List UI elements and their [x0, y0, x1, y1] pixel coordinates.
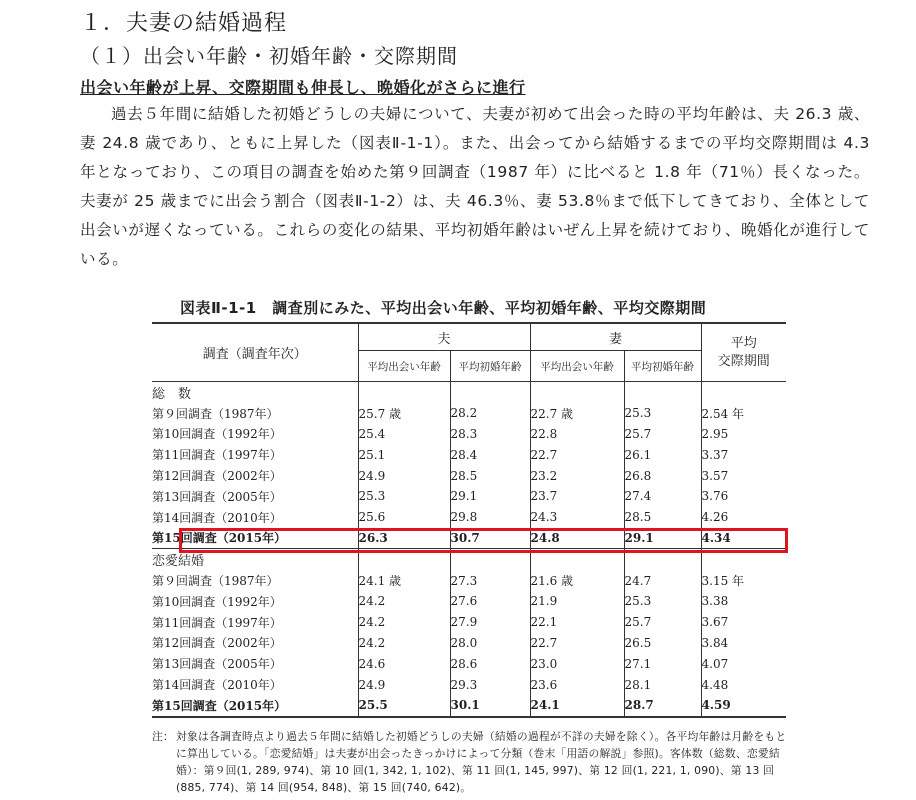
table-row: [152, 695, 786, 717]
husband-marry-cell: 29.3: [450, 674, 530, 695]
table-row: [152, 591, 786, 612]
column-header-wife: 妻: [530, 323, 701, 351]
period-cell: 3.67: [701, 615, 729, 630]
period-cell: 4.59: [701, 695, 786, 717]
period-cell: 3.37: [701, 447, 729, 462]
wife-meet-cell: 22.1: [530, 612, 624, 633]
subsection-heading: （１）出会い年齢・初婚年齢・交際期間: [80, 44, 458, 68]
husband-meet-cell: 26.3: [358, 528, 450, 549]
wife-marry-cell: 26.5: [624, 633, 701, 654]
row-label: 第15回調査（2015年）: [152, 528, 358, 549]
section-row: [152, 549, 786, 570]
column-header-husband: 夫: [358, 323, 530, 351]
period-cell: 4.26: [701, 510, 729, 525]
wife-marry-cell: 27.4: [624, 486, 701, 507]
husband-meet-cell: 24.9: [358, 465, 450, 486]
data-table: [152, 322, 786, 718]
period-header-line: 平均: [730, 335, 757, 351]
husband-marry-cell: 30.7: [450, 528, 530, 549]
husband-marry-cell: 28.3: [450, 424, 530, 445]
wife-marry-cell: 26.1: [624, 444, 701, 465]
husband-meet-cell: 24.2: [358, 633, 450, 654]
wife-marry-cell: 26.8: [624, 465, 701, 486]
husband-marry-cell: 28.4: [450, 444, 530, 465]
body-paragraph: 過去５年間に結婚した初婚どうしの夫婦について、夫妻が初めて出会った時の平均年齢は、夫 26.3 歳、妻 24.8 歳であり、ともに上昇した（図表Ⅱ-1-1）。また、出会ってから結婚するまでの平均交際期間は 4.3 年となっており、この項目の調査を始めた第９回調査（1987 年）に比べると 1.8 年（71％）長くなった。夫妻が 25 歳までに出会う割合（図表Ⅱ-1-2）は、夫 46.3％、妻 53.8％まで低下してきており、全体として出会いが遅くなっている。これらの変化の結果、平均初婚年齢はいぜん上昇を続けており、晩婚化が進行している。: [80, 105, 870, 268]
section-row: [152, 382, 786, 403]
period-cell: 4.07: [701, 656, 729, 671]
husband-marry-cell: 28.6: [450, 653, 530, 674]
table-body: [152, 382, 786, 717]
empty-cell: [450, 549, 530, 570]
wife-meet-cell: 24.1: [530, 695, 624, 717]
period-header-line: 交際期間: [717, 353, 770, 369]
husband-marry-cell: 28.5: [450, 465, 530, 486]
summary-heading: 出会い年齢が上昇、交際期間も伸長し、晩婚化がさらに進行: [80, 78, 526, 97]
table-row: [152, 570, 786, 591]
table-row: [152, 507, 786, 528]
section-heading: １．夫妻の結婚過程: [80, 11, 288, 36]
husband-meet-cell: 24.6: [358, 653, 450, 674]
row-label: 第９回調査（1987年）: [152, 403, 358, 424]
table-row: [152, 612, 786, 633]
table-row: [152, 424, 786, 445]
subheader-husband-meet: 平均出会い年齢: [358, 351, 450, 382]
husband-marry-cell: 29.1: [450, 486, 530, 507]
period-cell: 3.76: [701, 489, 729, 504]
empty-cell: [701, 549, 786, 570]
section-title: 総 数: [152, 382, 358, 403]
row-label: 第14回調査（2010年）: [152, 674, 358, 695]
empty-cell: [624, 549, 701, 570]
husband-meet-cell: 24.2: [358, 612, 450, 633]
table-row: [152, 674, 786, 695]
table-note: [152, 728, 787, 796]
wife-meet-cell: 24.3: [530, 507, 624, 528]
husband-marry-cell: 29.8: [450, 507, 530, 528]
empty-cell: [358, 382, 450, 403]
husband-marry-cell: 27.9: [450, 612, 530, 633]
row-label: 第９回調査（1987年）: [152, 570, 358, 591]
table-row: [152, 486, 786, 507]
row-label: 第11回調査（1997年）: [152, 612, 358, 633]
period-cell: 3.38: [701, 594, 729, 609]
row-label: 第13回調査（2005年）: [152, 653, 358, 674]
wife-meet-cell: 22.7 歳: [530, 403, 624, 424]
table-row: [152, 653, 786, 674]
wife-marry-cell: 29.1: [624, 528, 701, 549]
wife-meet-cell: 22.7: [530, 633, 624, 654]
wife-marry-cell: 25.3: [624, 403, 701, 424]
column-header-period: [701, 323, 786, 382]
empty-cell: [450, 382, 530, 403]
period-cell: 3.57: [701, 468, 729, 483]
period-cell: 2.54 年: [701, 406, 745, 421]
row-label: 第12回調査（2002年）: [152, 465, 358, 486]
row-label: 第10回調査（1992年）: [152, 424, 358, 445]
row-label: 第13回調査（2005年）: [152, 486, 358, 507]
husband-meet-cell: 25.1: [358, 444, 450, 465]
empty-cell: [530, 549, 624, 570]
period-cell: 4.48: [701, 677, 729, 692]
table-row: [152, 403, 786, 424]
husband-meet-cell: 25.7 歳: [358, 403, 450, 424]
note-text: 対象は各調査時点より過去５年間に結婚した初婚どうしの夫婦（結婚の過程が不詳の夫婦を除く）。各平均年齢は月齢をもとに算出している。「恋愛結婚」は夫妻が出会ったきっかけによって分類（巻末「用語の解説」参照)。客体数（総数、恋愛結婚）：第９回(1, 289, 974)、第 10 回(1, 342, 1, 102)、第 11 回(1, 145, 997)、第 12 回(1, 221, 1, 090)、第 13 回(885, 774)、第 14 回(954, 848)、第 15 回(740, 642)。: [176, 730, 787, 794]
empty-cell: [358, 549, 450, 570]
period-cell: 4.34: [701, 530, 731, 545]
wife-meet-cell: 23.7: [530, 486, 624, 507]
note-label: 注：: [152, 730, 174, 743]
husband-marry-cell: 28.0: [450, 633, 530, 654]
row-label: 第12回調査（2002年）: [152, 633, 358, 654]
wife-marry-cell: 27.1: [624, 653, 701, 674]
wife-meet-cell: 21.9: [530, 591, 624, 612]
table-row: [152, 528, 786, 549]
wife-marry-cell: 28.7: [624, 695, 701, 717]
wife-meet-cell: 22.8: [530, 424, 624, 445]
husband-meet-cell: 25.3: [358, 486, 450, 507]
row-label: 第11回調査（1997年）: [152, 444, 358, 465]
wife-meet-cell: 23.6: [530, 674, 624, 695]
wife-marry-cell: 24.7: [624, 570, 701, 591]
wife-meet-cell: 21.6 歳: [530, 570, 624, 591]
subheader-wife-marry: 平均初婚年齢: [624, 351, 701, 382]
empty-cell: [530, 382, 624, 403]
subheader-husband-marry: 平均初婚年齢: [450, 351, 530, 382]
table-caption: 図表Ⅱ-1-1 調査別にみた、平均出会い年齢、平均初婚年齢、平均交際期間: [180, 299, 707, 317]
period-cell: 3.84: [701, 635, 729, 650]
wife-marry-cell: 25.7: [624, 612, 701, 633]
row-label: 第10回調査（1992年）: [152, 591, 358, 612]
wife-marry-cell: 28.5: [624, 507, 701, 528]
row-label: 第14回調査（2010年）: [152, 507, 358, 528]
table-row: [152, 465, 786, 486]
wife-meet-cell: 23.2: [530, 465, 624, 486]
wife-marry-cell: 25.7: [624, 424, 701, 445]
husband-meet-cell: 24.2: [358, 591, 450, 612]
wife-meet-cell: 24.8: [530, 528, 624, 549]
husband-meet-cell: 24.9: [358, 674, 450, 695]
subheader-wife-meet: 平均出会い年齢: [530, 351, 624, 382]
wife-marry-cell: 25.3: [624, 591, 701, 612]
empty-cell: [624, 382, 701, 403]
section-title: 恋愛結婚: [152, 549, 358, 570]
wife-marry-cell: 28.1: [624, 674, 701, 695]
wife-meet-cell: 22.7: [530, 444, 624, 465]
husband-meet-cell: 24.1 歳: [358, 570, 450, 591]
row-label: 第15回調査（2015年）: [152, 695, 358, 717]
husband-marry-cell: 28.2: [450, 403, 530, 424]
period-cell: 2.95: [701, 426, 729, 441]
husband-marry-cell: 30.1: [450, 695, 530, 717]
column-header-category: 調査（調査年次）: [152, 323, 358, 382]
table-row: [152, 633, 786, 654]
husband-marry-cell: 27.3: [450, 570, 530, 591]
husband-meet-cell: 25.5: [358, 695, 450, 717]
husband-meet-cell: 25.6: [358, 507, 450, 528]
period-cell: 3.15 年: [701, 574, 745, 589]
wife-meet-cell: 23.0: [530, 653, 624, 674]
husband-marry-cell: 27.6: [450, 591, 530, 612]
husband-meet-cell: 25.4: [358, 424, 450, 445]
table-row: [152, 444, 786, 465]
empty-cell: [701, 382, 786, 403]
